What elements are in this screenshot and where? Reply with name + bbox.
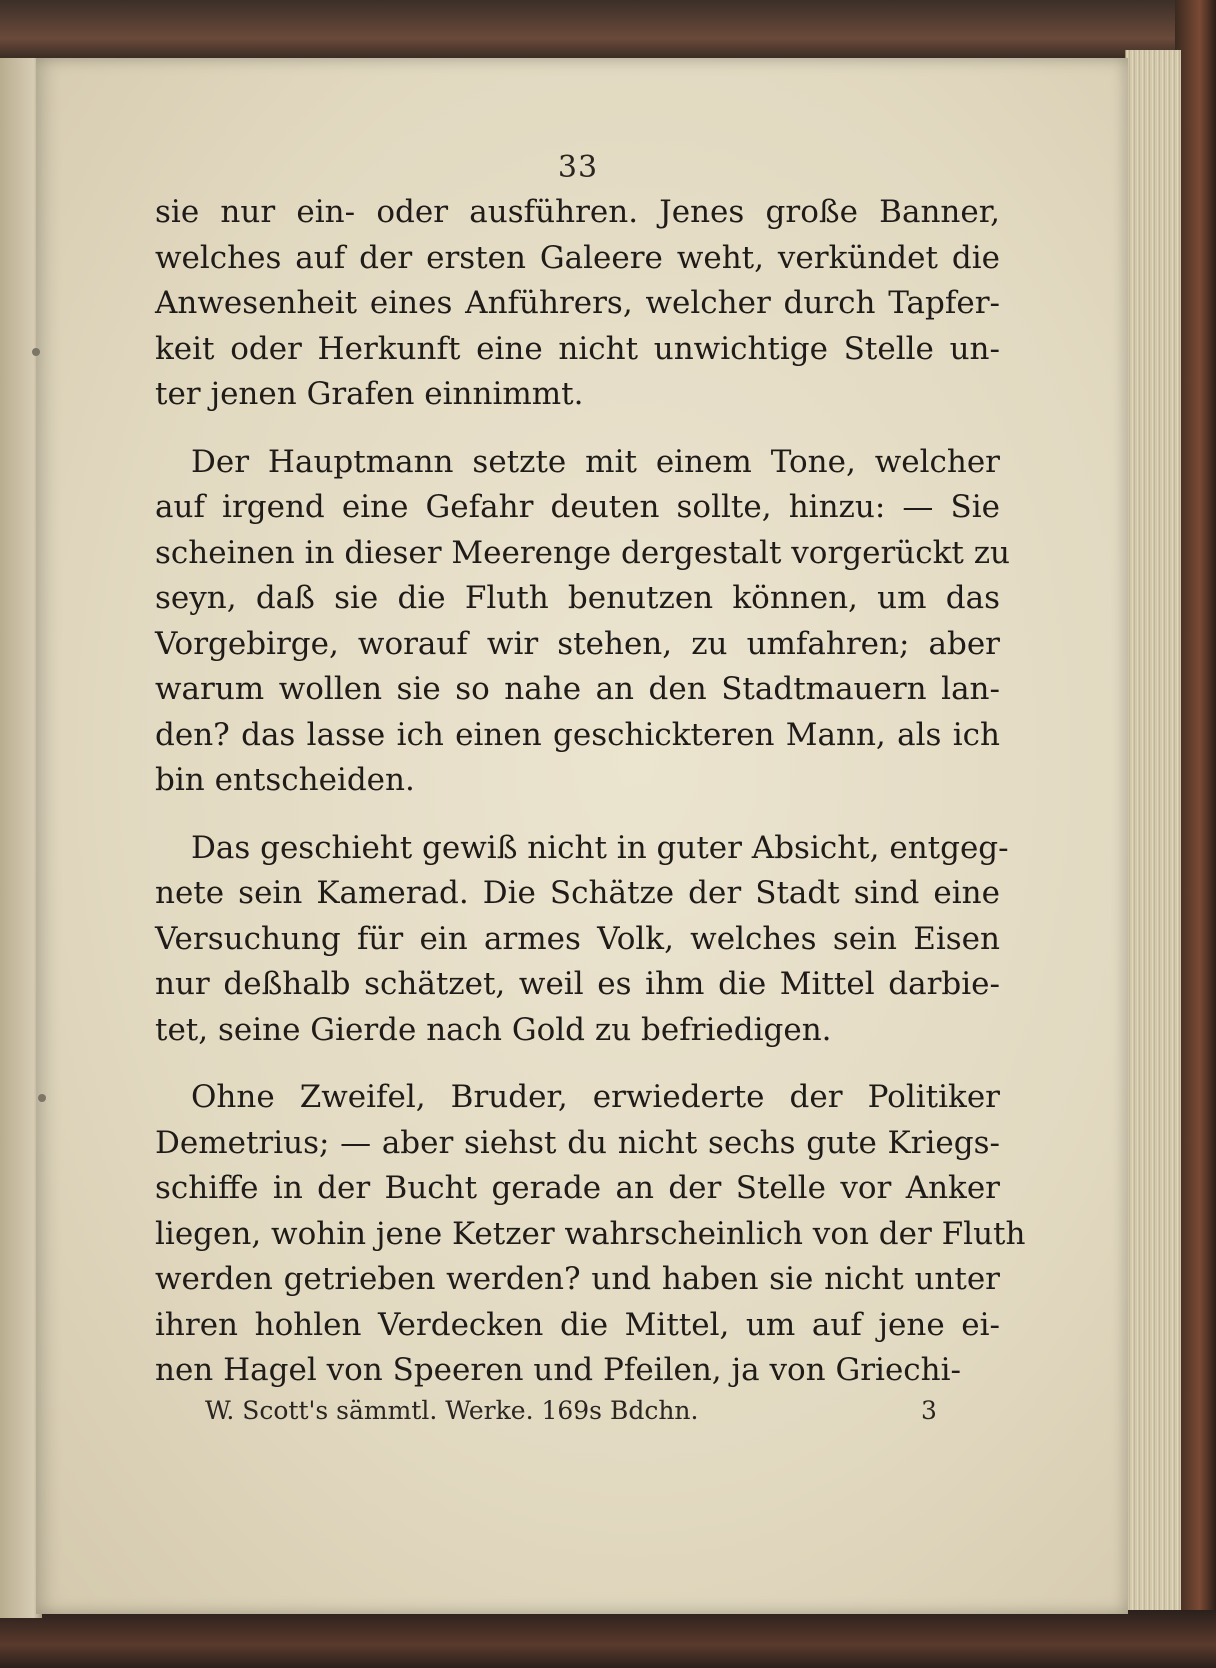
text-line: Anwesenheit eines Anführers, welcher durch Tapfer- [155,285,1000,321]
page-block-edges [1125,50,1181,1610]
text-line: keit oder Herkunft eine nicht unwichtige Stelle un- [155,330,1000,367]
text-line: seyn, daß sie die Fluth benutzen können, um das [155,580,1000,616]
text-line: welches auf der ersten Galeere weht, verkündet die [155,239,1000,276]
text-line: bin entscheiden. [155,762,415,798]
text-line: ter jenen Grafen einnimmt. [155,376,584,412]
text-line: warum wollen sie so nahe an den Stadtmauern lan- [155,671,1000,707]
text-line: auf irgend eine Gefahr deuten sollte, hinzu: — Sie [155,489,1000,525]
text-line: Demetrius; — aber siehst du nicht sechs gute Kriegs- [155,1124,1000,1161]
paragraph [155,826,1009,1054]
page-number: 33 [557,150,599,185]
paragraph [155,1075,1026,1394]
binding-hole [32,348,40,356]
text-line: liegen, wohin jene Ketzer wahrscheinlich von der Fluth [155,1215,1026,1252]
text-line: scheinen in dieser Meerenge dergestalt vorgerückt zu [155,534,1010,571]
signature-line: W. Scott's sämmtl. Werke. 169s Bdchn. [205,1396,699,1425]
text-line: ihren hohlen Verdecken die Mittel, um auf jene ei- [155,1306,1000,1343]
text-line: Ohne Zweifel, Bruder, erwiederte der Politiker [191,1079,1000,1115]
text-line: werden getrieben werden? und haben sie nicht unter [155,1261,1000,1297]
text-line: Vorgebirge, worauf wir stehen, zu umfahren; aber [155,625,1000,662]
text-line: sie nur ein- oder ausführen. Jenes große Banner, [155,194,1000,230]
body-text [155,190,1026,1394]
text-line: den? das lasse ich einen geschickteren Mann, als ich [155,716,1000,753]
text-line: nur deßhalb schätzet, weil es ihm die Mittel darbie- [155,966,1000,1002]
text-line: Versuchung für ein armes Volk, welches sein Eisen [155,920,1000,957]
text-line: Das geschieht gewiß nicht in guter Absicht, entgeg- [191,829,1009,866]
text-line: schiffe in der Bucht gerade an der Stelle vor Anker [155,1170,1000,1206]
book-cover-right [1175,0,1216,1668]
paragraph [155,190,1000,418]
sheet-mark: 3 [921,1396,937,1425]
text-line: Der Hauptmann setzte mit einem Tone, welcher [191,443,1000,480]
text-line: tet, seine Gierde nach Gold zu befriedigen. [155,1011,832,1048]
book-cover-bottom [0,1610,1216,1668]
binding-hole [38,1094,46,1102]
text-line: nete sein Kamerad. Die Schätze der Stadt sind eine [155,875,1000,911]
text-line: nen Hagel von Speeren und Pfeilen, ja von Griechi- [155,1352,962,1388]
paragraph [155,440,1010,804]
